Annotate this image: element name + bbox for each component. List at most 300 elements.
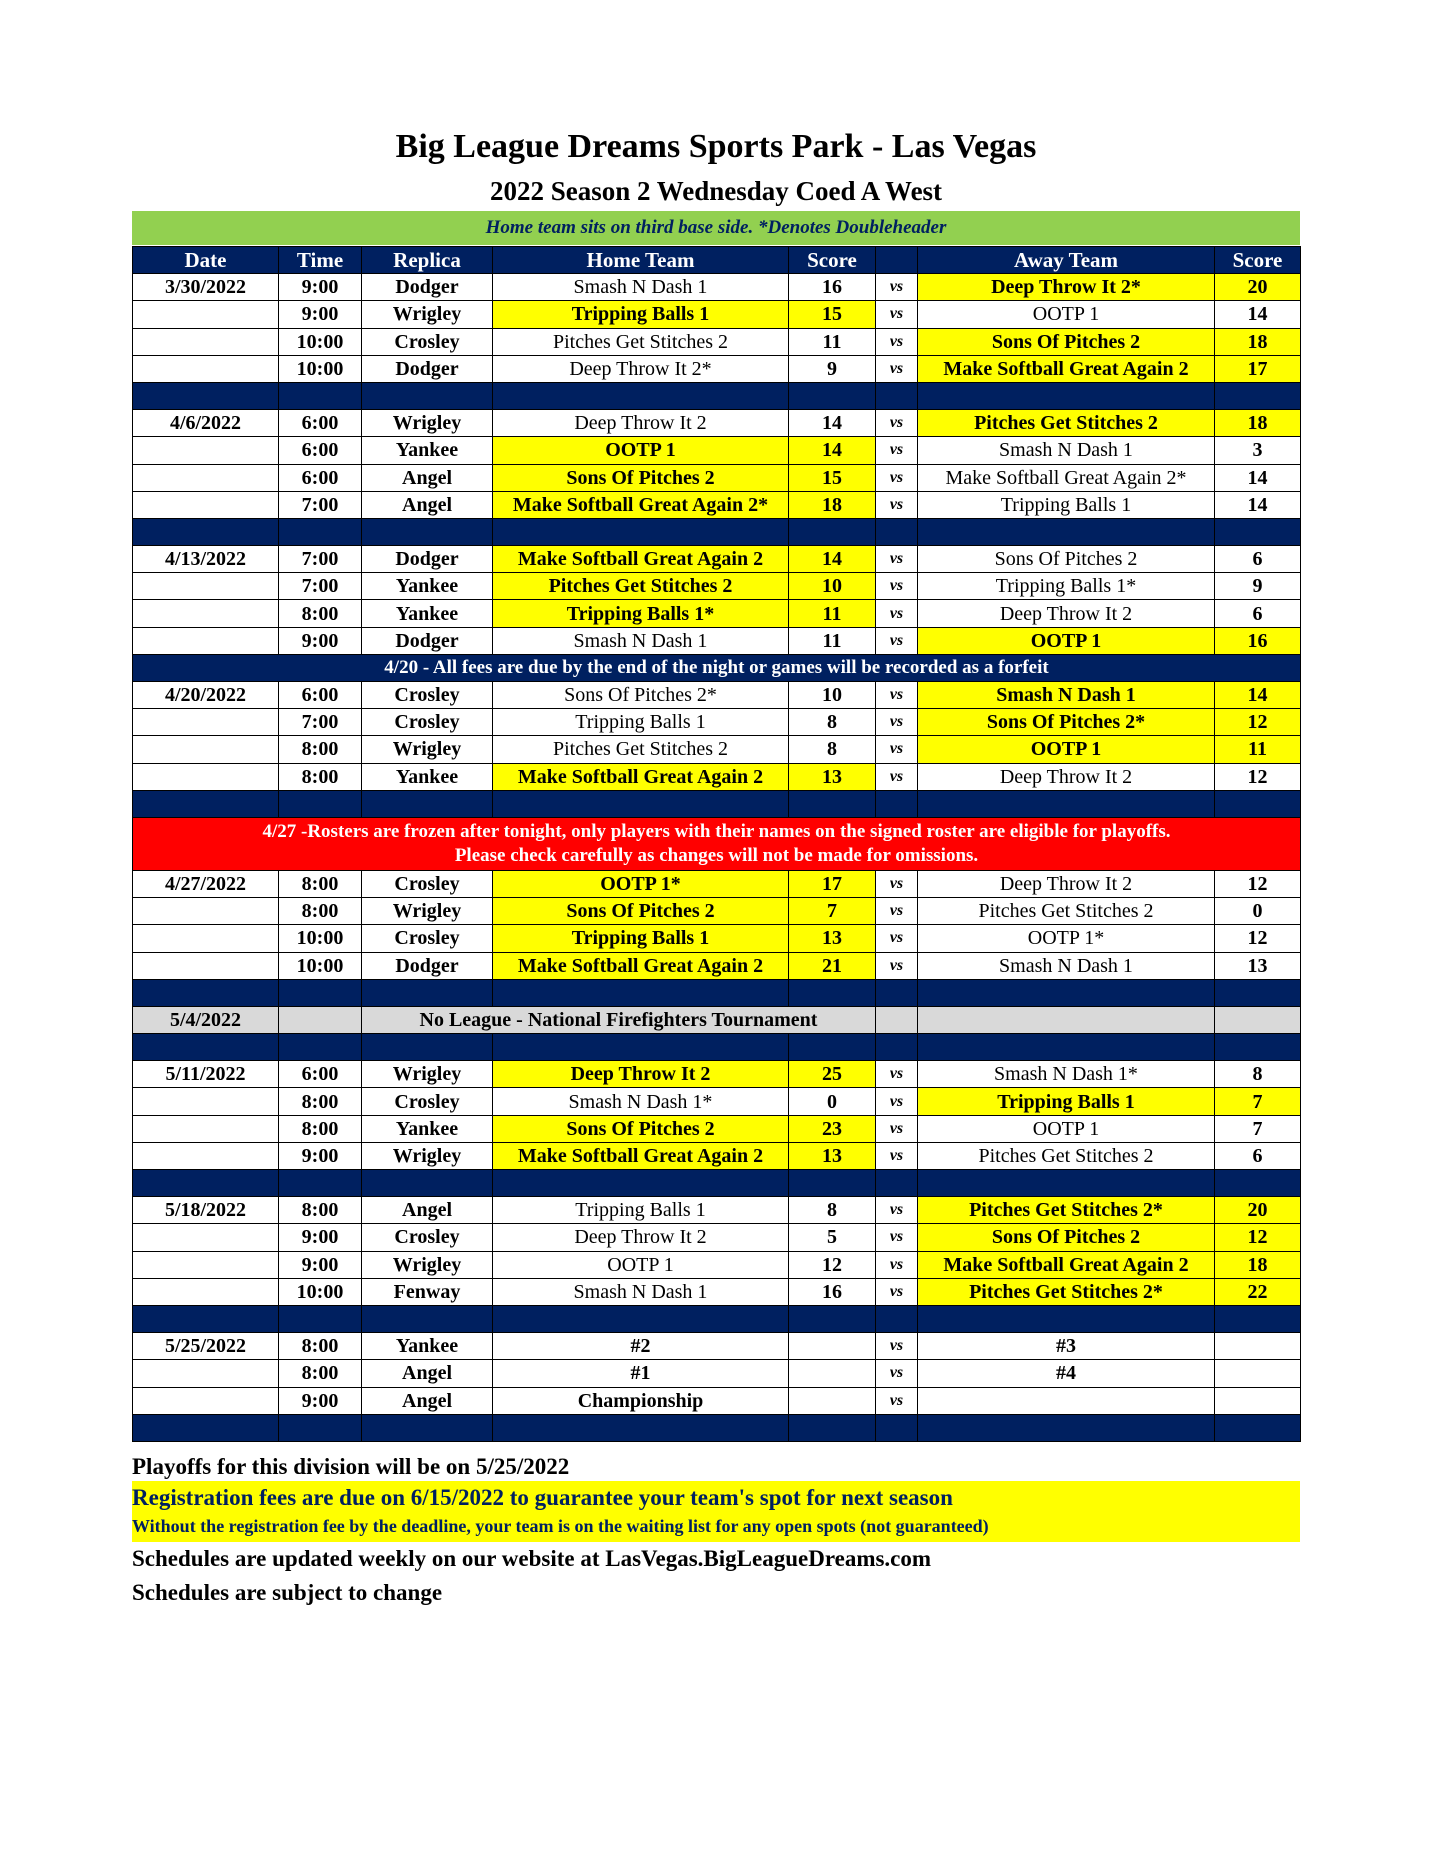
home-team-cell: Make Softball Great Again 2* <box>493 491 789 518</box>
home-team-cell: Smash N Dash 1* <box>493 1088 789 1115</box>
time-cell: 10:00 <box>279 1278 362 1305</box>
time-cell: 8:00 <box>279 1360 362 1387</box>
game-row <box>133 1387 1301 1414</box>
separator-row <box>133 1034 1301 1061</box>
separator-row <box>133 1170 1301 1197</box>
date-cell <box>133 952 279 979</box>
away-team-cell: Pitches Get Stitches 2 <box>918 1142 1215 1169</box>
away-team-cell: Tripping Balls 1 <box>918 491 1215 518</box>
field-cell: Crosley <box>362 709 493 736</box>
separator-cell <box>918 1414 1215 1441</box>
game-row <box>133 546 1301 573</box>
away-team-cell: Make Softball Great Again 2 <box>918 1251 1215 1278</box>
home-team-cell: Tripping Balls 1 <box>493 925 789 952</box>
date-cell: 5/18/2022 <box>133 1197 279 1224</box>
away-score-cell: 0 <box>1215 898 1301 925</box>
vs-cell: vs <box>876 355 918 382</box>
away-score-cell: 14 <box>1215 301 1301 328</box>
no-league-text: No League - National Firefighters Tournament <box>362 1006 876 1033</box>
vs-cell: vs <box>876 870 918 897</box>
away-team-cell: #3 <box>918 1333 1215 1360</box>
vs-cell: vs <box>876 1142 918 1169</box>
vs-cell: vs <box>876 763 918 790</box>
away-score-cell: 12 <box>1215 925 1301 952</box>
game-row <box>133 1061 1301 1088</box>
vs-cell: vs <box>876 1088 918 1115</box>
away-team-cell <box>918 1387 1215 1414</box>
home-score-cell: 11 <box>789 600 876 627</box>
away-score-cell <box>1215 1333 1301 1360</box>
home-team-cell: Sons Of Pitches 2 <box>493 898 789 925</box>
field-cell: Angel <box>362 1387 493 1414</box>
away-team-cell: Make Softball Great Again 2 <box>918 355 1215 382</box>
time-cell: 6:00 <box>279 437 362 464</box>
home-team-cell: Sons Of Pitches 2* <box>493 682 789 709</box>
date-cell <box>133 600 279 627</box>
field-cell: Wrigley <box>362 410 493 437</box>
time-cell: 10:00 <box>279 952 362 979</box>
field-cell: Crosley <box>362 870 493 897</box>
home-score-cell: 14 <box>789 546 876 573</box>
date-cell <box>133 301 279 328</box>
header-home-team: Home Team <box>493 247 789 274</box>
home-score-cell: 15 <box>789 301 876 328</box>
vs-cell: vs <box>876 274 918 301</box>
field-cell: Yankee <box>362 573 493 600</box>
website-note: Schedules are updated weekly on our website at LasVegas.BigLeagueDreams.com <box>132 1546 932 1571</box>
home-team-cell: Sons Of Pitches 2 <box>493 1115 789 1142</box>
field-cell: Crosley <box>362 1224 493 1251</box>
home-score-cell: 21 <box>789 952 876 979</box>
time-cell: 6:00 <box>279 410 362 437</box>
separator-cell <box>362 382 493 409</box>
home-score-cell: 12 <box>789 1251 876 1278</box>
home-team-cell: Championship <box>493 1387 789 1414</box>
away-team-cell: Pitches Get Stitches 2 <box>918 410 1215 437</box>
vs-cell: vs <box>876 546 918 573</box>
separator-cell <box>1215 1414 1301 1441</box>
away-score-cell: 7 <box>1215 1115 1301 1142</box>
date-cell: 4/20/2022 <box>133 682 279 709</box>
home-score-cell: 10 <box>789 682 876 709</box>
away-score-cell: 3 <box>1215 437 1301 464</box>
home-score-cell: 23 <box>789 1115 876 1142</box>
game-row <box>133 682 1301 709</box>
separator-cell <box>279 1414 362 1441</box>
separator-cell <box>279 1170 362 1197</box>
game-row <box>133 301 1301 328</box>
time-cell: 8:00 <box>279 1115 362 1142</box>
page-title: Big League Dreams Sports Park - Las Vegas <box>395 128 1037 165</box>
home-score-cell: 5 <box>789 1224 876 1251</box>
time-cell: 8:00 <box>279 1333 362 1360</box>
registration-note: Registration fees are due on 6/15/2022 to guarantee your team's spot for next season <box>132 1485 953 1510</box>
vs-cell: vs <box>876 682 918 709</box>
game-row <box>133 1088 1301 1115</box>
separator-cell <box>918 518 1215 545</box>
separator-cell <box>1215 1170 1301 1197</box>
home-score-cell: 15 <box>789 464 876 491</box>
date-cell: 3/30/2022 <box>133 274 279 301</box>
home-team-cell: Pitches Get Stitches 2 <box>493 328 789 355</box>
date-cell <box>133 627 279 654</box>
schedule-table <box>132 246 1301 1442</box>
away-score-cell: 7 <box>1215 1088 1301 1115</box>
home-team-cell: Deep Throw It 2* <box>493 355 789 382</box>
home-score-cell: 16 <box>789 274 876 301</box>
away-score-cell: 13 <box>1215 952 1301 979</box>
home-team-cell: Tripping Balls 1 <box>493 709 789 736</box>
separator-cell <box>362 518 493 545</box>
vs-cell: vs <box>876 573 918 600</box>
vs-cell: vs <box>876 410 918 437</box>
separator-cell <box>133 518 279 545</box>
time-cell: 7:00 <box>279 546 362 573</box>
separator-cell <box>789 518 876 545</box>
field-cell: Dodger <box>362 546 493 573</box>
date-cell <box>133 437 279 464</box>
game-row <box>133 573 1301 600</box>
field-cell: Yankee <box>362 1333 493 1360</box>
away-team-cell: Deep Throw It 2 <box>918 763 1215 790</box>
date-cell <box>133 1088 279 1115</box>
away-team-cell: Smash N Dash 1 <box>918 682 1215 709</box>
field-cell: Wrigley <box>362 1061 493 1088</box>
separator-cell <box>493 1305 789 1332</box>
separator-cell <box>493 790 789 817</box>
field-cell: Fenway <box>362 1278 493 1305</box>
vs-cell: vs <box>876 328 918 355</box>
away-team-cell: Deep Throw It 2 <box>918 870 1215 897</box>
home-score-cell: 13 <box>789 925 876 952</box>
vs-cell: vs <box>876 1278 918 1305</box>
separator-cell <box>493 1034 789 1061</box>
separator-cell <box>1215 1305 1301 1332</box>
field-cell: Crosley <box>362 1088 493 1115</box>
separator-cell <box>362 1414 493 1441</box>
time-cell <box>279 1006 362 1033</box>
separator-cell <box>789 979 876 1006</box>
game-row <box>133 491 1301 518</box>
away-team-cell: Pitches Get Stitches 2 <box>918 898 1215 925</box>
away-score-cell: 6 <box>1215 1142 1301 1169</box>
home-team-cell: Smash N Dash 1 <box>493 627 789 654</box>
separator-cell <box>876 1034 918 1061</box>
vs-cell: vs <box>876 1197 918 1224</box>
game-row <box>133 274 1301 301</box>
separator-cell <box>362 1034 493 1061</box>
separator-cell <box>876 1414 918 1441</box>
field-cell: Yankee <box>362 600 493 627</box>
home-score-cell: 11 <box>789 627 876 654</box>
home-team-cell: OOTP 1 <box>493 437 789 464</box>
field-cell: Yankee <box>362 437 493 464</box>
separator-cell <box>918 1305 1215 1332</box>
separator-cell <box>876 1305 918 1332</box>
header-replica: Replica <box>362 247 493 274</box>
field-cell: Crosley <box>362 682 493 709</box>
time-cell: 6:00 <box>279 682 362 709</box>
separator-cell <box>493 1170 789 1197</box>
home-score-cell: 0 <box>789 1088 876 1115</box>
away-score-cell: 14 <box>1215 682 1301 709</box>
field-cell: Wrigley <box>362 898 493 925</box>
vs-cell: vs <box>876 437 918 464</box>
game-row <box>133 1142 1301 1169</box>
game-row <box>133 1115 1301 1142</box>
away-team-cell: Tripping Balls 1 <box>918 1088 1215 1115</box>
home-team-cell: Tripping Balls 1* <box>493 600 789 627</box>
field-cell: Angel <box>362 491 493 518</box>
home-score-cell: 8 <box>789 736 876 763</box>
away-score-cell: 12 <box>1215 1224 1301 1251</box>
time-cell: 10:00 <box>279 328 362 355</box>
home-score-cell: 13 <box>789 1142 876 1169</box>
fees-notice-row <box>133 654 1301 681</box>
home-score-cell <box>789 1387 876 1414</box>
time-cell: 8:00 <box>279 1197 362 1224</box>
home-team-cell: OOTP 1 <box>493 1251 789 1278</box>
vs-cell: vs <box>876 898 918 925</box>
home-team-cell: #1 <box>493 1360 789 1387</box>
separator-cell <box>918 790 1215 817</box>
time-cell: 7:00 <box>279 491 362 518</box>
game-row <box>133 709 1301 736</box>
separator-cell <box>362 1170 493 1197</box>
home-score-cell <box>789 1333 876 1360</box>
game-row <box>133 1224 1301 1251</box>
away-score-cell: 12 <box>1215 870 1301 897</box>
separator-cell <box>279 382 362 409</box>
away-score-cell: 12 <box>1215 763 1301 790</box>
separator-cell <box>133 790 279 817</box>
separator-cell <box>279 518 362 545</box>
home-team-cell: Sons Of Pitches 2 <box>493 464 789 491</box>
header-away-score: Score <box>1215 247 1301 274</box>
game-row <box>133 1278 1301 1305</box>
date-cell: 5/25/2022 <box>133 1333 279 1360</box>
home-score-cell: 18 <box>789 491 876 518</box>
roster-notice-line: Please check carefully as changes will not be made for omissions. <box>454 844 979 866</box>
separator-cell <box>789 790 876 817</box>
date-cell <box>133 491 279 518</box>
time-cell: 9:00 <box>279 301 362 328</box>
away-score-cell: 14 <box>1215 491 1301 518</box>
away-team-cell: Sons Of Pitches 2 <box>918 328 1215 355</box>
field-cell: Wrigley <box>362 736 493 763</box>
field-cell: Yankee <box>362 1115 493 1142</box>
date-cell <box>133 355 279 382</box>
home-team-cell: Tripping Balls 1 <box>493 1197 789 1224</box>
away-team-cell: OOTP 1 <box>918 301 1215 328</box>
away-team-cell: Smash N Dash 1* <box>918 1061 1215 1088</box>
separator-cell <box>876 382 918 409</box>
game-row <box>133 1197 1301 1224</box>
time-cell: 9:00 <box>279 1142 362 1169</box>
date-cell <box>133 709 279 736</box>
game-row <box>133 1251 1301 1278</box>
separator-cell <box>876 790 918 817</box>
game-row <box>133 328 1301 355</box>
separator-cell <box>789 1170 876 1197</box>
away-score-cell: 11 <box>1215 736 1301 763</box>
separator-row <box>133 790 1301 817</box>
vs-cell: vs <box>876 736 918 763</box>
date-cell <box>133 573 279 600</box>
home-score-cell: 13 <box>789 763 876 790</box>
separator-row <box>133 518 1301 545</box>
home-team-cell: Deep Throw It 2 <box>493 1061 789 1088</box>
no-league-row <box>133 1006 1301 1033</box>
away-team-cell: Deep Throw It 2 <box>918 600 1215 627</box>
field-cell: Dodger <box>362 627 493 654</box>
time-cell: 8:00 <box>279 736 362 763</box>
time-cell: 8:00 <box>279 600 362 627</box>
separator-cell <box>1215 790 1301 817</box>
away-score-cell: 9 <box>1215 573 1301 600</box>
home-team-cell: Smash N Dash 1 <box>493 274 789 301</box>
date-cell <box>133 898 279 925</box>
separator-cell <box>279 979 362 1006</box>
vs-cell: vs <box>876 709 918 736</box>
game-row <box>133 355 1301 382</box>
date-cell <box>133 763 279 790</box>
date-cell: 4/13/2022 <box>133 546 279 573</box>
separator-cell <box>789 1414 876 1441</box>
time-cell: 6:00 <box>279 1061 362 1088</box>
away-score-cell: 18 <box>1215 1251 1301 1278</box>
separator-cell <box>133 979 279 1006</box>
home-team-cell: Pitches Get Stitches 2 <box>493 573 789 600</box>
date-cell <box>133 925 279 952</box>
time-cell: 10:00 <box>279 355 362 382</box>
date-cell <box>133 464 279 491</box>
home-team-cell: Make Softball Great Again 2 <box>493 546 789 573</box>
field-cell: Crosley <box>362 328 493 355</box>
game-row <box>133 600 1301 627</box>
separator-row <box>133 1305 1301 1332</box>
separator-cell <box>362 790 493 817</box>
separator-cell <box>876 518 918 545</box>
away-team-cell: OOTP 1 <box>918 627 1215 654</box>
separator-cell <box>133 382 279 409</box>
separator-row <box>133 979 1301 1006</box>
away-team-cell: Tripping Balls 1* <box>918 573 1215 600</box>
vs-cell: vs <box>876 464 918 491</box>
away-team-cell: OOTP 1 <box>918 736 1215 763</box>
fees-notice: 4/20 - All fees are due by the end of the night or games will be recorded as a forfeit <box>133 654 1301 681</box>
away-team-cell: Sons Of Pitches 2 <box>918 546 1215 573</box>
game-row <box>133 410 1301 437</box>
game-row <box>133 952 1301 979</box>
home-team-cell: Smash N Dash 1 <box>493 1278 789 1305</box>
separator-cell <box>1215 979 1301 1006</box>
separator-cell <box>493 382 789 409</box>
vs-cell: vs <box>876 952 918 979</box>
separator-cell <box>133 1170 279 1197</box>
away-team-cell: Smash N Dash 1 <box>918 952 1215 979</box>
away-score-cell: 20 <box>1215 1197 1301 1224</box>
header-date: Date <box>133 247 279 274</box>
home-score-cell: 7 <box>789 898 876 925</box>
date-cell <box>133 328 279 355</box>
home-team-cell: Deep Throw It 2 <box>493 1224 789 1251</box>
time-cell: 7:00 <box>279 573 362 600</box>
separator-cell <box>493 979 789 1006</box>
game-row <box>133 736 1301 763</box>
date-cell <box>133 736 279 763</box>
separator-cell <box>918 382 1215 409</box>
header-row <box>133 247 1301 274</box>
time-cell: 8:00 <box>279 898 362 925</box>
vs-cell: vs <box>876 1224 918 1251</box>
home-team-cell: #2 <box>493 1333 789 1360</box>
away-score-cell: 18 <box>1215 410 1301 437</box>
field-cell: Wrigley <box>362 301 493 328</box>
vs-cell: vs <box>876 301 918 328</box>
away-team-cell: Pitches Get Stitches 2* <box>918 1197 1215 1224</box>
vs-cell: vs <box>876 1251 918 1278</box>
game-row <box>133 437 1301 464</box>
page-subtitle: 2022 Season 2 Wednesday Coed A West <box>489 176 943 206</box>
date-cell <box>133 1224 279 1251</box>
game-row <box>133 627 1301 654</box>
game-row <box>133 898 1301 925</box>
schedule-body <box>133 247 1301 1442</box>
separator-cell <box>493 518 789 545</box>
home-team-cell: Make Softball Great Again 2 <box>493 1142 789 1169</box>
away-score-cell: 12 <box>1215 709 1301 736</box>
away-team-cell <box>918 1006 1215 1033</box>
header-vs <box>876 247 918 274</box>
home-score-cell: 10 <box>789 573 876 600</box>
date-cell <box>133 1360 279 1387</box>
time-cell: 8:00 <box>279 763 362 790</box>
away-score-cell <box>1215 1006 1301 1033</box>
separator-row <box>133 382 1301 409</box>
home-score-cell: 17 <box>789 870 876 897</box>
date-cell: 4/6/2022 <box>133 410 279 437</box>
separator-cell <box>279 1034 362 1061</box>
game-row <box>133 1360 1301 1387</box>
separator-cell <box>362 979 493 1006</box>
time-cell: 7:00 <box>279 709 362 736</box>
away-score-cell: 17 <box>1215 355 1301 382</box>
away-score-cell: 14 <box>1215 464 1301 491</box>
separator-cell <box>1215 382 1301 409</box>
separator-cell <box>918 1170 1215 1197</box>
header-home-score: Score <box>789 247 876 274</box>
home-team-cell: Deep Throw It 2 <box>493 410 789 437</box>
vs-cell: vs <box>876 627 918 654</box>
away-score-cell: 6 <box>1215 546 1301 573</box>
home-score-cell: 9 <box>789 355 876 382</box>
separator-cell <box>493 1414 789 1441</box>
separator-cell <box>133 1414 279 1441</box>
game-row <box>133 870 1301 897</box>
vs-cell: vs <box>876 1333 918 1360</box>
vs-cell: vs <box>876 1061 918 1088</box>
date-cell <box>133 1278 279 1305</box>
separator-cell <box>876 979 918 1006</box>
vs-cell: vs <box>876 491 918 518</box>
home-score-cell <box>789 1360 876 1387</box>
vs-cell: vs <box>876 1360 918 1387</box>
home-score-cell: 14 <box>789 437 876 464</box>
header-away-team: Away Team <box>918 247 1215 274</box>
time-cell: 10:00 <box>279 925 362 952</box>
roster-notice <box>133 817 1301 870</box>
